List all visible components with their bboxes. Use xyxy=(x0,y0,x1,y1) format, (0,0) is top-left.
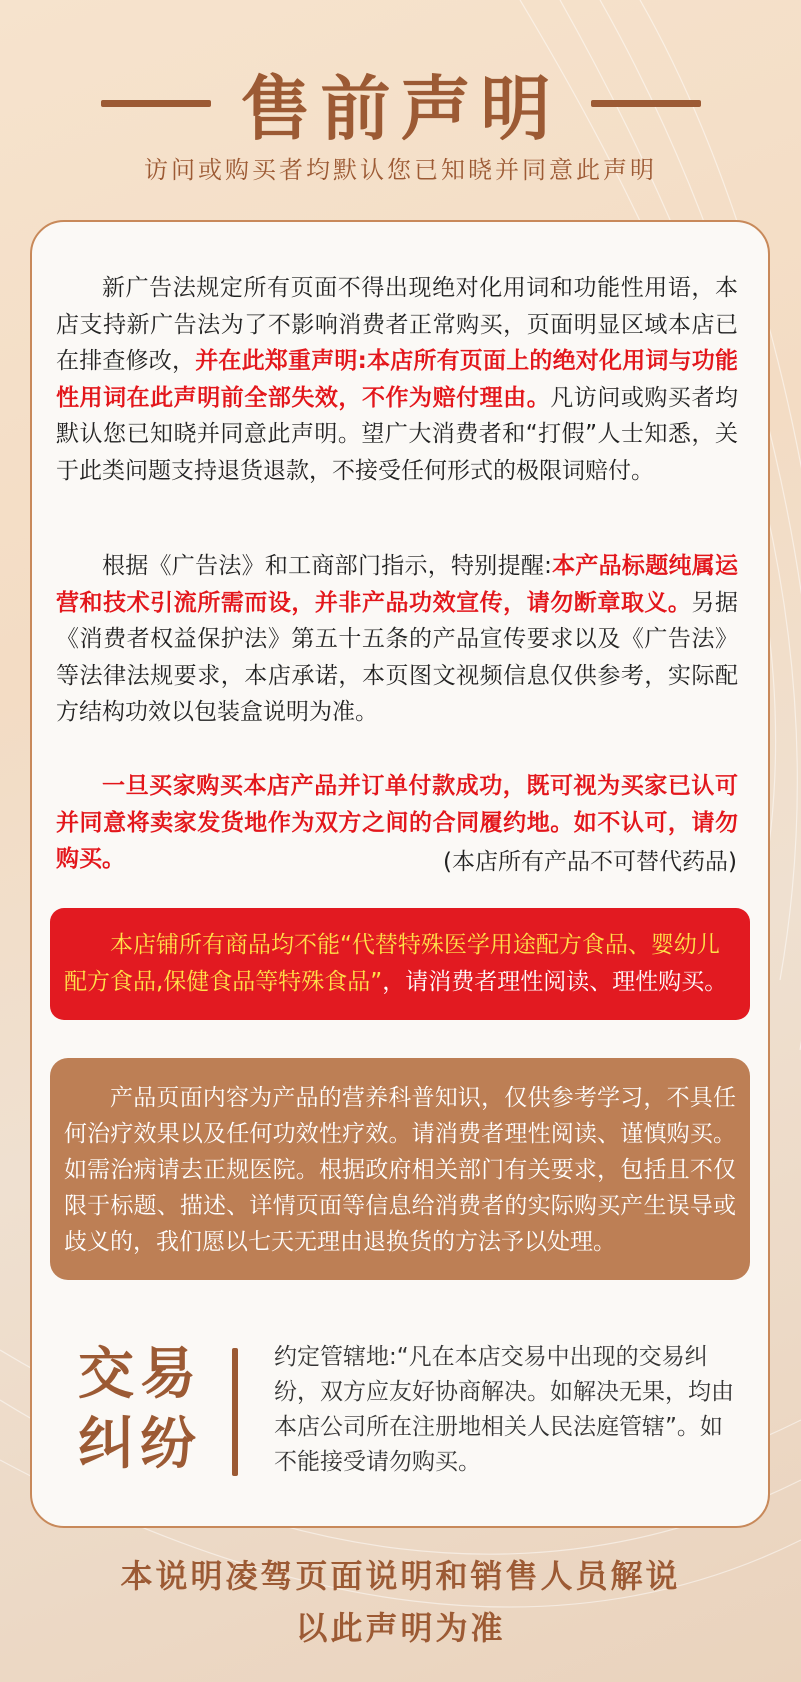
title-right-rule xyxy=(591,100,701,107)
paragraph-2-highlight: 本产品标题纯属运营和技术引流所需而设，并非产品功效宣传，请勿断章取义。 xyxy=(56,553,739,616)
paragraph-2-text-end: 另据《消费者权益保护法》第五十五条的产品宣传要求以及《广告法》等法律法规要求，本店承诺，本页图文视频信息仅供参考，实际配方结构功效以包装盒说明为准。 xyxy=(56,589,739,725)
dispute-heading-line-2: 纠纷 xyxy=(78,1412,202,1477)
dispute-divider xyxy=(232,1348,238,1476)
paragraph-1-highlight: 并在此郑重声明:本店所有页面上的绝对化用词与功能性用词在此声明前全部失效，不作为赔付理由。 xyxy=(56,348,738,411)
special-food-notice xyxy=(50,908,750,1020)
statement-paragraph-2 xyxy=(56,548,738,731)
special-food-notice-text: ，请消费者理性阅读、理性购买。 xyxy=(382,969,728,995)
paragraph-1-text: 新广告法规定所有页面不得出现绝对化用词和功能性用语，本店支持新广告法为了不影响消费者正常购买，页面明显区域本店已在排查修改， xyxy=(56,275,738,374)
page-subtitle: 访问或购买者均默认您已知晓并同意此声明 xyxy=(144,156,657,184)
paragraph-3-highlight: 一旦买家购买本店产品并订单付款成功，既可视为买家已认可并同意将卖家发货地作为双方之间的合同履约地。如不认可，请勿购买。 xyxy=(56,773,738,872)
footer-statement xyxy=(0,1550,801,1654)
dispute-heading xyxy=(78,1340,208,1480)
health-disclaimer xyxy=(50,1058,750,1280)
page-title: 售前声明 xyxy=(240,67,561,150)
special-food-notice-highlight: 本店铺所有商品均不能“代替特殊医学用途配方食品、婴幼儿配方食品,保健食品等特殊食品” xyxy=(64,932,720,995)
paragraph-2-text: 根据《广告法》和工商部门指示，特别提醒: xyxy=(102,553,552,579)
title-left-rule xyxy=(101,100,211,107)
footer-line-1: 本说明凌驾页面说明和销售人员解说 xyxy=(120,1557,681,1595)
health-disclaimer-text: 产品页面内容为产品的营养科普知识，仅供参考学习，不具任何治疗效果以及任何功效性疗效。请消费者理性阅读、谨慎购买。如需治病请去正规医院。根据政府相关部门有关要求，包括且不仅限于标题、描述、详情页面等信息给消费者的实际购买产生误导或歧义的，我们愿以七天无理由退换货的方法予以处理。 xyxy=(64,1085,736,1255)
title-row xyxy=(0,58,801,148)
statement-paragraph-1 xyxy=(56,270,738,489)
paragraph-1-text-end: 凡访问或购买者均默认您已知晓并同意此声明。望广大消费者和“打假”人士知悉，关于此类问题支持退货退款，不接受任何形式的极限词赔付。 xyxy=(56,384,739,484)
dispute-heading-line-1: 交易 xyxy=(78,1342,202,1407)
footer-line-2: 以此声明为准 xyxy=(295,1609,506,1647)
medicine-note: (本店所有产品不可替代药品) xyxy=(443,849,737,875)
dispute-text: 约定管辖地:“凡在本店交易中出现的交易纠纷，双方应友好协商解决。如解决无果，均由本店公司所在注册地相关人民法庭管辖”。如不能接受请勿购买。 xyxy=(274,1344,734,1475)
